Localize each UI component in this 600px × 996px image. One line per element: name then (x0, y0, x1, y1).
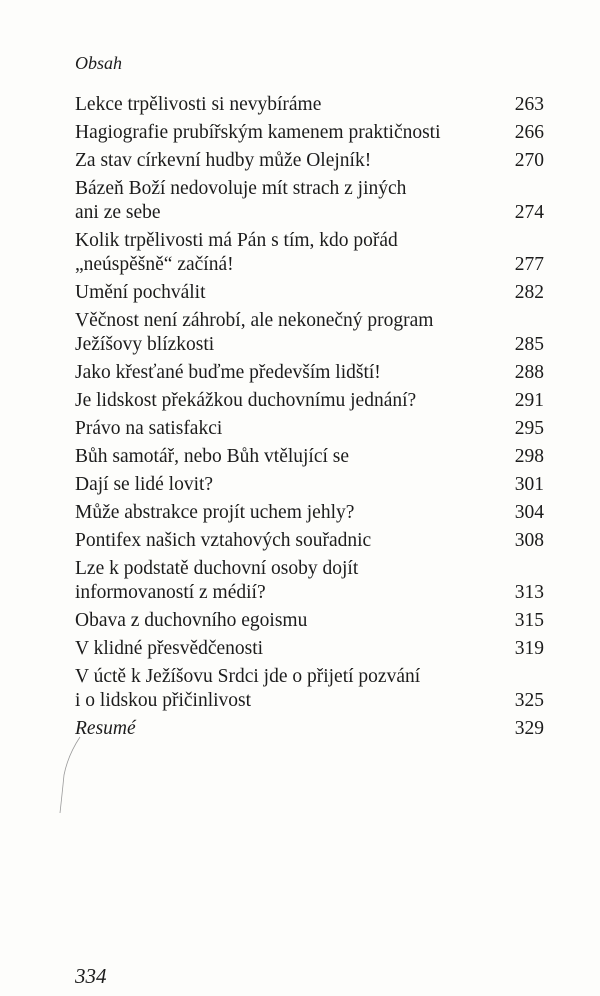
toc-entry-title: Pontifex našich vztahových souřadnic (75, 530, 372, 551)
toc-entry-title: Věčnost není záhrobí, ale nekonečný program Ježíšovy blízkosti (75, 310, 434, 355)
toc-entry (75, 529, 544, 553)
toc-entry-title: Obava z duchovního egoismu (75, 610, 308, 631)
toc-entry-page: 315 (514, 610, 544, 631)
toc-entry-title: Za stav církevní hudby může Olejník! (75, 150, 372, 171)
pen-mark-decoration (50, 735, 90, 815)
toc-entry-title: V klidné přesvědčenosti (75, 638, 264, 659)
toc-entry (75, 149, 544, 173)
toc-entry (75, 609, 544, 633)
toc-entry-title: V úctě k Ježíšovu Srdci jde o přijetí pozvání i o lidskou přičinlivost (75, 666, 421, 711)
toc-entry-title: Umění pochválit (75, 282, 206, 303)
toc-entry-page: 263 (514, 94, 544, 115)
toc-entry (75, 473, 544, 497)
toc-entry (75, 637, 544, 661)
toc-entry-title: Je lidskost překážkou duchovnímu jednání? (75, 390, 417, 411)
toc-entry (75, 177, 544, 225)
toc-entry-title: Lekce trpělivosti si nevybíráme (75, 94, 322, 115)
toc-entry (75, 417, 544, 441)
toc-entry (75, 557, 544, 605)
table-of-contents (75, 93, 544, 745)
toc-entry-page: 313 (514, 582, 544, 603)
toc-entry (75, 389, 544, 413)
toc-entry (75, 665, 544, 713)
toc-entry-page: 274 (514, 202, 544, 223)
toc-entry (75, 121, 544, 145)
toc-entry-title: Bůh samotář, nebo Bůh vtělující se (75, 446, 350, 467)
toc-entry (75, 229, 544, 277)
toc-entry-page: 266 (514, 122, 544, 143)
page-heading: Obsah (75, 53, 123, 73)
toc-entry-page: 270 (514, 150, 544, 171)
toc-entry (75, 717, 544, 741)
toc-entry-title: Kolik trpělivosti má Pán s tím, kdo pořád „neúspěšně“ začíná! (75, 230, 398, 275)
toc-entry-title: Bázeň Boží nedovoluje mít strach z jiných ani ze sebe (75, 178, 407, 223)
toc-entry (75, 445, 544, 469)
toc-entry (75, 93, 544, 117)
toc-entry-page: 295 (514, 418, 544, 439)
toc-entry-title: Hagiografie prubířským kamenem praktičnosti (75, 122, 441, 143)
toc-entry (75, 309, 544, 357)
toc-entry-title: Resumé (75, 718, 136, 739)
toc-entry-title: Dají se lidé lovit? (75, 474, 214, 495)
toc-entry-page: 282 (514, 282, 544, 303)
toc-entry-title: Lze k podstatě duchovní osoby dojít informovaností z médií? (75, 558, 359, 603)
toc-entry (75, 501, 544, 525)
toc-entry-page: 277 (514, 254, 544, 275)
toc-entry (75, 281, 544, 305)
toc-entry-page: 288 (514, 362, 544, 383)
toc-entry-page: 298 (514, 446, 544, 467)
toc-entry-page: 329 (514, 718, 544, 739)
toc-entry-page: 308 (514, 530, 544, 551)
toc-entry-title: Může abstrakce projít uchem jehly? (75, 502, 355, 523)
toc-entry-page: 325 (514, 690, 544, 711)
toc-entry-title: Jako křesťané buďme především lidští! (75, 362, 381, 383)
toc-entry-page: 285 (514, 334, 544, 355)
toc-entry-page: 319 (514, 638, 544, 659)
page-number: 334 (75, 964, 107, 988)
toc-entry-page: 301 (514, 474, 544, 495)
toc-entry (75, 361, 544, 385)
toc-entry-page: 291 (514, 390, 544, 411)
toc-entry-title: Právo na satisfakci (75, 418, 223, 439)
toc-entry-page: 304 (514, 502, 544, 523)
